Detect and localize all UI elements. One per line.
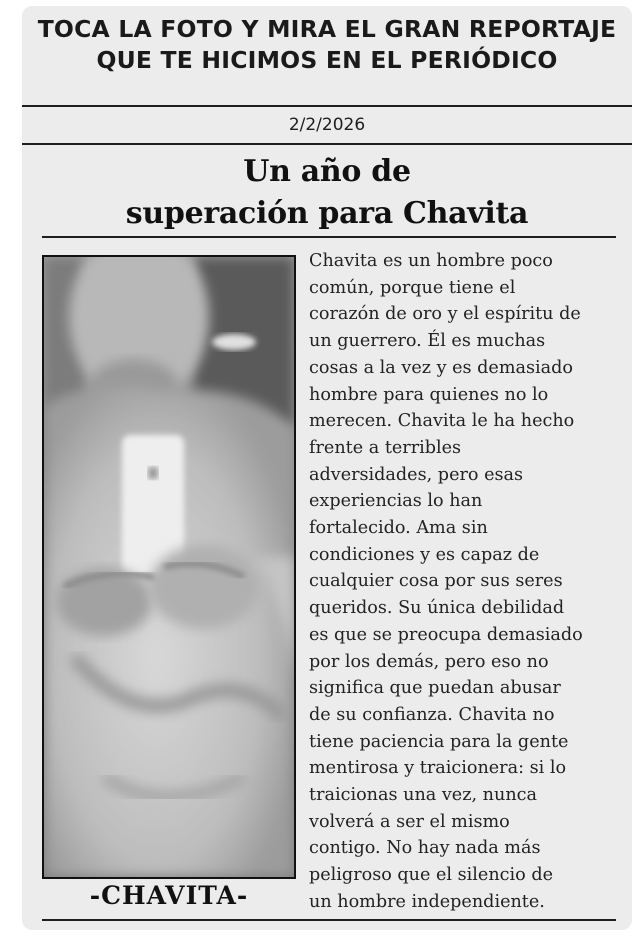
article-line: traicionas una vez, nunca [309,785,537,806]
headline-rule [42,236,616,238]
article-line: contigo. No hay nada más [309,838,541,859]
article-line: merecen. Chavita le ha hecho [309,411,575,432]
date-rule [22,143,632,145]
article-line: por los demás, pero eso no [309,651,549,672]
banner-line-1: TOCA LA FOTO Y MIRA EL GRAN REPORTAJE [37,15,617,43]
article-line: cualquier cosa por sus seres [309,571,563,592]
article-line: frente a terribles [309,437,462,458]
tap-photo-banner[interactable] [22,14,632,76]
article-line: condiciones y es capaz de [309,544,540,565]
article-line: de su confianza. Chavita no [309,704,555,725]
headline-line-2: superación para Chavita [125,196,529,231]
article-line: es que se preocupa demasiado [309,624,583,645]
photo-caption: -CHAVITA- [89,881,249,910]
subject-photo[interactable] [42,255,296,879]
article-line: peligroso que el silencio de [309,865,554,886]
newspaper-card[interactable] [22,6,632,930]
banner-line-2: QUE TE HICIMOS EN EL PERIÓDICO [96,46,558,74]
top-rule [22,105,632,107]
article-line: común, porque tiene el [309,277,516,298]
article-line: experiencias lo han [309,491,483,512]
article-headline [22,151,632,235]
issue-date: 2/2/2026 [288,115,366,135]
article-line: hombre para quienes no lo [309,384,549,405]
article-line: corazón de oro y el espíritu de [309,304,581,325]
article-line: tiene paciencia para la gente [309,731,569,752]
article-line: Chavita es un hombre poco [309,251,553,271]
article-line: volverá a ser el mismo [309,811,510,832]
article-line: adversidades, pero esas [309,464,524,485]
bottom-rule [42,919,616,921]
headline-line-1: Un año de [243,154,411,189]
mirror-selfie-photo-icon [44,257,294,877]
article-body [309,248,627,916]
article-line: fortalecido. Ama sin [309,518,488,539]
article-line: cosas a la vez y es demasiado [309,357,574,378]
article-line: significa que puedan abusar [309,678,561,699]
article-line: mentirosa y traicionera: si lo [309,758,567,779]
article-line: queridos. Su única debilidad [309,598,565,619]
article-line: un guerrero. Él es muchas [309,331,546,352]
article-line: un hombre independiente. [309,891,545,912]
